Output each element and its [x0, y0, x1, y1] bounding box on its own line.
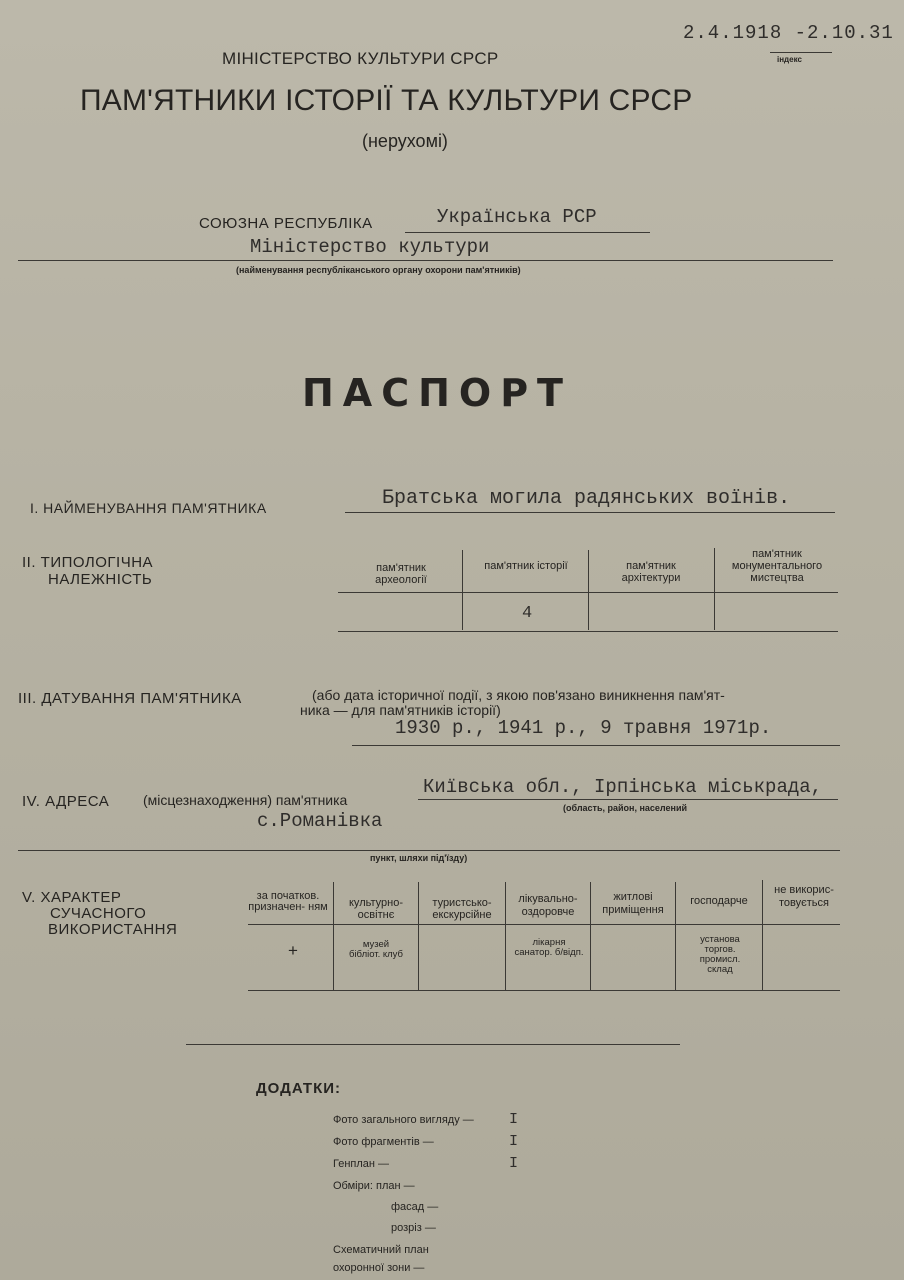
section3-line: [352, 745, 840, 746]
section5-label-3: ВИКОРИСТАННЯ: [48, 921, 178, 938]
appendix-item: розріз —: [391, 1222, 436, 1234]
appendix-item: Генплан —: [333, 1158, 390, 1170]
index-value: 2.4.1918 -2.10.31: [683, 22, 894, 44]
appendix-mark: I: [509, 1111, 519, 1128]
organ-caption: (найменування республіканського органу охорони пам'ятників): [236, 265, 521, 275]
section1-value: Братська могила радянських воїнів.: [382, 487, 791, 510]
usage-col-cultural: культурно- освітнє: [349, 897, 403, 921]
usage-value-medical: лікарня санатор. б/відп.: [514, 937, 584, 958]
section3-label: III. ДАТУВАННЯ ПАМ'ЯТНИКА: [18, 690, 242, 707]
usage-value-original: +: [288, 941, 298, 960]
appendix-mark: I: [509, 1133, 519, 1150]
separator-line: [186, 1044, 680, 1045]
appendix-item: охоронної зони —: [333, 1262, 425, 1274]
page-subtitle: (нерухомі): [362, 131, 448, 151]
section2-label-1: II. ТИПОЛОГІЧНА: [22, 554, 154, 571]
organ-line: [18, 260, 833, 261]
usage-value-cultural: музей бібліот. клуб: [349, 939, 403, 960]
passport-title: ПАСПОРТ: [302, 371, 572, 415]
section1-label: I. НАЙМЕНУВАННЯ ПАМ'ЯТНИКА: [30, 500, 267, 516]
typology-col-monumental: пам'ятник монументального мистецтва: [731, 548, 823, 584]
appendix-item: фасад —: [391, 1201, 439, 1213]
section5-label-2: СУЧАСНОГО: [50, 905, 147, 922]
typology-col-archaeology: пам'ятник археології: [375, 562, 427, 586]
section4-caption-1: (область, район, населений: [563, 803, 688, 813]
section4-value-1: Київська обл., Ірпінська міськрада,: [423, 776, 823, 798]
typology-col-history: пам'ятник історії: [484, 560, 568, 572]
usage-col-housing: житлові приміщення: [602, 891, 664, 916]
usage-col-unused: не викорис- товується: [774, 884, 834, 909]
usage-col-economic: господарче: [690, 895, 748, 907]
appendix-item: Обміри: план —: [333, 1180, 415, 1192]
appendix-item: Фото загального вигляду —: [333, 1114, 474, 1126]
ministry-heading: МІНІСТЕРСТВО КУЛЬТУРИ СРСР: [222, 49, 499, 68]
section4-note: (місцезнаходження) пам'ятника: [143, 792, 348, 808]
section4-value-2: с.Романівка: [257, 810, 383, 832]
appendix-item: Схематичний план: [333, 1244, 429, 1256]
usage-col-tourist: туристсько- екскурсійне: [432, 897, 492, 921]
index-label: індекс: [777, 55, 802, 64]
section4-line-2: [18, 850, 840, 851]
republic-label: СОЮЗНА РЕСПУБЛІКА: [199, 215, 373, 232]
appendix-mark: I: [509, 1155, 519, 1172]
section1-line: [345, 512, 835, 513]
organ-value: Міністерство культури: [250, 236, 490, 258]
typology-col-architecture: пам'ятник архітектури: [621, 560, 681, 584]
usage-value-economic: установа торгов. промисл. склад: [699, 934, 741, 975]
typology-value-history: 4: [522, 604, 533, 623]
index-line: [770, 52, 832, 53]
section4-caption-2: пункт, шляхи під'їзду): [370, 853, 468, 863]
usage-col-original: за початков. призначен- ням: [248, 890, 328, 913]
section3-value: 1930 р., 1941 р., 9 травня 1971р.: [395, 717, 772, 739]
section3-note-1: (або дата історичної події, з якою пов'язано виникнення пам'ят-: [312, 687, 725, 703]
section3-note-2: ника — для пам'ятників історії): [300, 702, 501, 718]
page-title: ПАМ'ЯТНИКИ ІСТОРІЇ ТА КУЛЬТУРИ СРСР: [80, 84, 693, 117]
republic-value: Українська РСР: [437, 206, 597, 228]
appendix-title: ДОДАТКИ:: [256, 1080, 342, 1097]
section2-label-2: НАЛЕЖНІСТЬ: [48, 571, 153, 588]
appendix-item: Фото фрагментів —: [333, 1136, 434, 1148]
usage-col-medical: лікувально- оздоровче: [518, 893, 578, 918]
section4-label: IV. АДРЕСА: [22, 793, 110, 810]
section4-line-1: [418, 799, 838, 800]
republic-line: [405, 232, 650, 233]
section5-label-1: V. ХАРАКТЕР: [22, 889, 122, 906]
